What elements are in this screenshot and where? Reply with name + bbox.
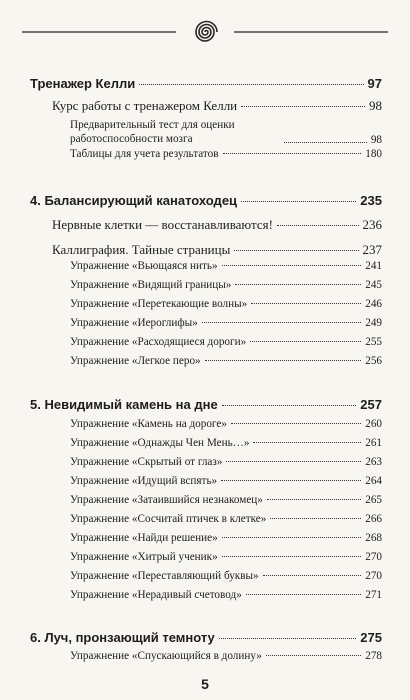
toc-page: 270 <box>365 551 382 563</box>
toc-page: 249 <box>365 317 382 329</box>
dot-leader <box>234 250 358 251</box>
dot-leader <box>251 303 361 304</box>
toc-page: 245 <box>365 279 382 291</box>
dot-leader <box>219 638 357 639</box>
toc-title: Упражнение «Легкое перо» <box>70 355 201 367</box>
toc-title: Упражнение «Идущий вспять» <box>70 475 218 487</box>
toc-entry-item <box>70 456 382 468</box>
toc-entry-item <box>70 513 382 525</box>
toc-entry-section <box>52 217 382 233</box>
toc-page: 275 <box>360 630 382 645</box>
toc-entry-item <box>70 475 382 487</box>
toc-title: Упражнение «Затаившийся незнакомец» <box>70 494 263 506</box>
toc-title: Предварительный тест для оценки работоспособности мозга <box>70 119 235 145</box>
toc-title: Упражнение «Иероглифы» <box>70 317 198 329</box>
dot-leader <box>263 575 362 576</box>
dot-leader <box>222 265 362 266</box>
toc-page: 256 <box>365 355 382 367</box>
toc-entry-item <box>70 551 382 563</box>
dot-leader <box>267 499 361 500</box>
toc-page: 98 <box>369 98 382 113</box>
toc-title: Каллиграфия. Тайные страницы <box>52 242 231 257</box>
toc-entry-item <box>70 437 382 449</box>
toc-page: 255 <box>365 336 382 348</box>
dot-leader <box>222 537 362 538</box>
toc-title: Упражнение «Видящий границы» <box>70 279 232 291</box>
toc-title: Упражнение «Однажды Чен Мень…» <box>70 437 250 449</box>
toc-title: Упражнение «Скрытый от глаз» <box>70 456 223 468</box>
dot-leader <box>241 201 356 202</box>
toc-page: 98 <box>370 134 382 146</box>
toc-entry-item <box>70 298 382 310</box>
dot-leader <box>222 556 362 557</box>
dot-leader <box>277 225 359 226</box>
toc-entry-item <box>70 570 382 582</box>
toc-title: 6. Луч, пронзающий темноту <box>30 630 215 645</box>
spiral-ornament-icon <box>0 18 410 46</box>
toc-page: 265 <box>365 494 382 506</box>
dot-leader <box>270 518 361 519</box>
toc-page: 241 <box>365 260 382 272</box>
dot-leader <box>241 106 365 107</box>
toc-title: Упражнение «Перетекающие волны» <box>70 298 248 310</box>
toc-page: 261 <box>365 437 382 449</box>
dot-leader <box>202 322 362 323</box>
toc-title: Упражнение «Нерадивый счетовод» <box>70 589 242 601</box>
dot-leader <box>226 461 361 462</box>
toc-entry-item <box>70 355 382 367</box>
toc-title: Курс работы с тренажером Келли <box>52 98 238 113</box>
toc-entry-item <box>70 148 382 160</box>
toc-page: 268 <box>365 532 382 544</box>
toc-page: 278 <box>365 650 382 662</box>
toc-entry-chapter <box>30 76 382 91</box>
toc-entry-item <box>70 418 382 430</box>
dot-leader <box>246 594 361 595</box>
toc-title: Упражнение «Спускающийся в долину» <box>70 650 262 662</box>
dot-leader <box>221 480 361 481</box>
toc-title: Тренажер Келли <box>30 76 136 91</box>
dot-leader <box>266 655 361 656</box>
dot-leader <box>223 153 362 154</box>
dot-leader <box>139 84 363 85</box>
page-number: 5 <box>201 676 209 692</box>
toc-entry-chapter <box>30 193 382 208</box>
toc-entry-item <box>70 589 382 601</box>
toc-entry-item <box>70 650 382 662</box>
toc-title: Нервные клетки — восстанавливаются! <box>52 217 273 232</box>
toc-page: 180 <box>365 148 382 160</box>
toc-page: 97 <box>367 76 382 91</box>
toc-page: 270 <box>365 570 382 582</box>
toc-entry-chapter <box>30 397 382 412</box>
dot-leader <box>231 423 361 424</box>
dot-leader <box>205 360 362 361</box>
toc-title: Упражнение «Хитрый ученик» <box>70 551 218 563</box>
toc-entry-item <box>70 279 382 291</box>
toc-page: 236 <box>362 217 382 232</box>
toc-title: Упражнение «Расходящиеся дороги» <box>70 336 247 348</box>
toc-entry-item <box>70 118 382 146</box>
toc-entry-item <box>70 317 382 329</box>
toc-page: 260 <box>365 418 382 430</box>
toc-entry-item <box>70 494 382 506</box>
dot-leader <box>222 405 357 406</box>
toc-title: 4. Балансирующий канатоходец <box>30 193 238 208</box>
toc-entry-section <box>52 98 382 114</box>
toc-entry-item <box>70 336 382 348</box>
toc-entry-item <box>70 260 382 272</box>
toc-page: 235 <box>360 193 382 208</box>
toc-page: 266 <box>365 513 382 525</box>
toc-page: 237 <box>362 242 382 257</box>
toc-page: 257 <box>360 397 382 412</box>
toc-entry-chapter <box>30 630 382 645</box>
toc-title: Упражнение «Камень на дороге» <box>70 418 227 430</box>
dot-leader <box>253 442 361 443</box>
toc-page: 263 <box>365 456 382 468</box>
toc-page: 264 <box>365 475 382 487</box>
toc-title: Упражнение «Вьющаяся нить» <box>70 260 218 272</box>
toc-title: Упражнение «Найди решение» <box>70 532 218 544</box>
toc-title: 5. Невидимый камень на дне <box>30 397 218 412</box>
toc-entry-item <box>70 532 382 544</box>
toc-title: Таблицы для учета результатов <box>70 148 219 160</box>
dot-leader <box>250 341 361 342</box>
dot-leader <box>235 284 361 285</box>
dot-leader <box>284 142 367 143</box>
toc-page: 246 <box>365 298 382 310</box>
toc-title: Упражнение «Переставляющий буквы» <box>70 570 259 582</box>
toc-entry-section <box>52 242 382 258</box>
toc-page: 271 <box>365 589 382 601</box>
toc-title: Упражнение «Сосчитай птичек в клетке» <box>70 513 267 525</box>
